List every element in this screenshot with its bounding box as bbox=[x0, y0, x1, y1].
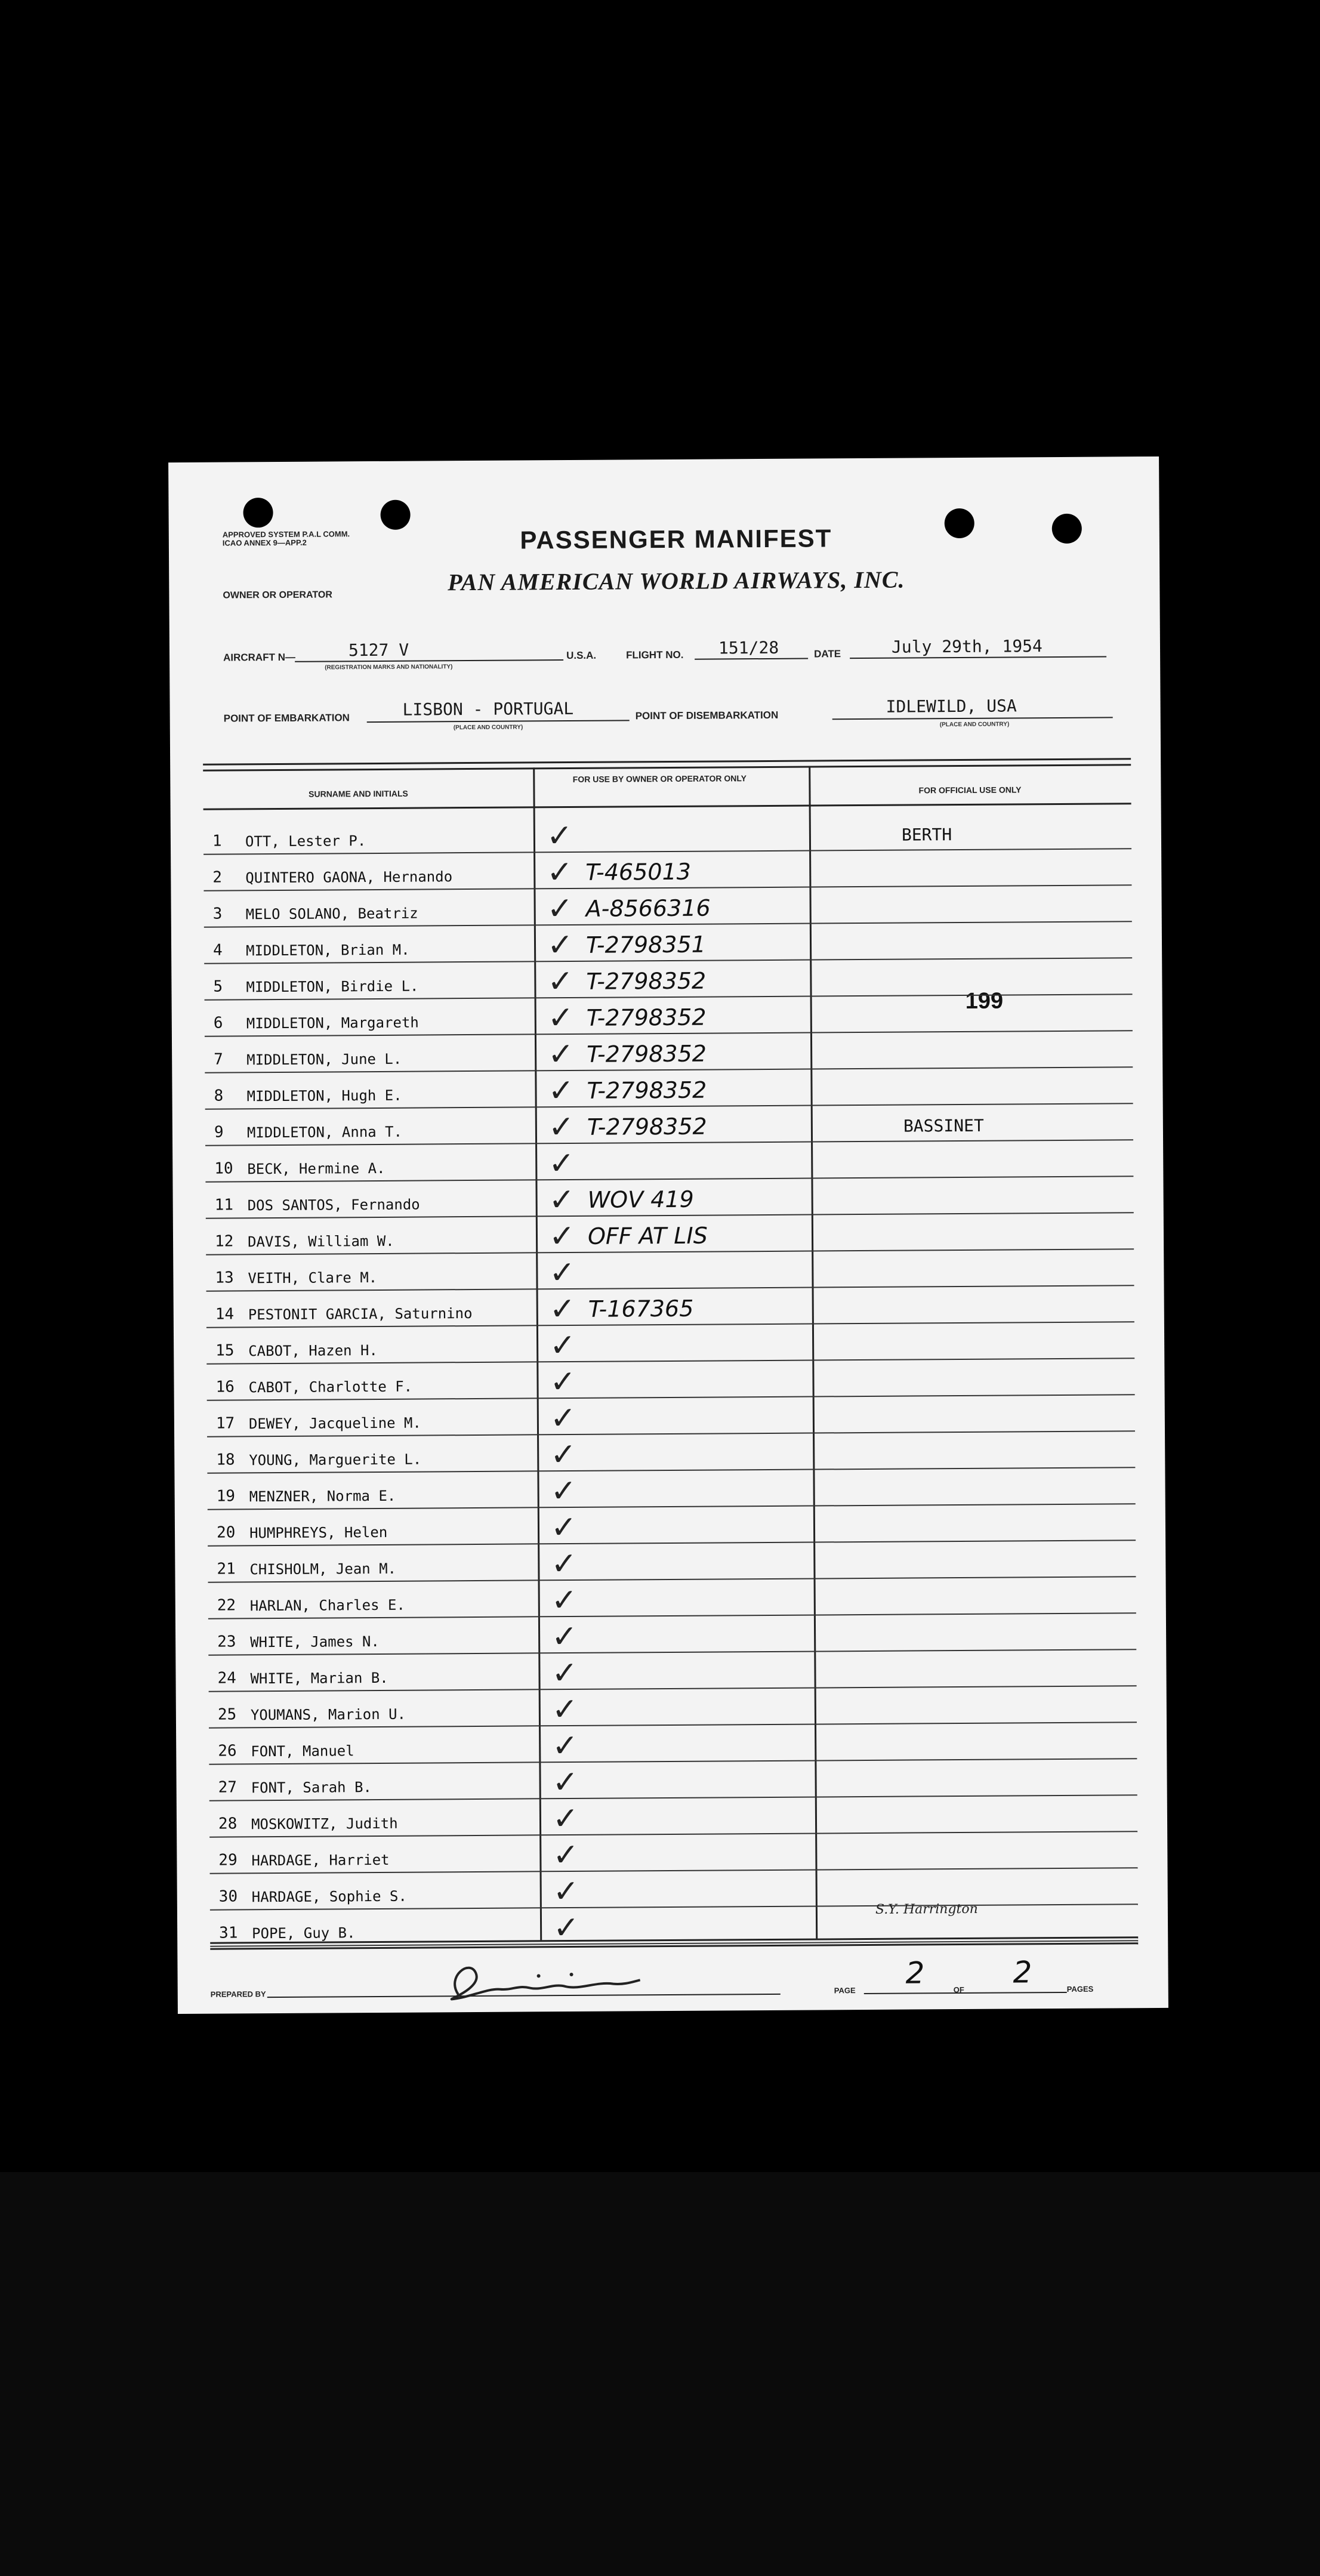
official-signature: S.Y. Harrington bbox=[875, 1901, 978, 1917]
owner-operator-label: OWNER OR OPERATOR bbox=[223, 590, 332, 601]
table-row bbox=[206, 1250, 1134, 1291]
passenger-name: MIDDLETON, Margareth bbox=[246, 1014, 419, 1032]
disembarkation-label: POINT OF DISEMBARKATION bbox=[635, 709, 779, 722]
passenger-name: DEWEY, Jacqueline M. bbox=[248, 1414, 421, 1433]
total-pages: 2 bbox=[1013, 1955, 1032, 1990]
embarkation-value: LISBON - PORTUGAL bbox=[402, 698, 574, 720]
passenger-name: POPE, Guy B. bbox=[252, 1924, 356, 1942]
date-label: DATE bbox=[813, 648, 841, 660]
official-note: BERTH bbox=[901, 825, 952, 845]
row-number: 23 bbox=[217, 1633, 236, 1651]
scan-bottom-strip bbox=[0, 2172, 1320, 2576]
row-number: 16 bbox=[215, 1378, 235, 1396]
preparer-signature bbox=[434, 1951, 649, 2006]
table-row bbox=[208, 1650, 1136, 1692]
check-mark-icon: ✓ bbox=[547, 963, 574, 1000]
embarkation-sub: (PLACE AND COUNTRY) bbox=[453, 724, 523, 732]
owner-note: T-2798352 bbox=[586, 1004, 707, 1031]
column-header-surname: SURNAME AND INITIALS bbox=[309, 788, 408, 799]
owner-note: T-2798352 bbox=[587, 1076, 707, 1104]
row-number: 31 bbox=[219, 1924, 238, 1942]
column-header-official: FOR OFFICIAL USE ONLY bbox=[918, 785, 1022, 795]
embarkation-label: POINT OF EMBARKATION bbox=[223, 712, 350, 724]
check-mark-icon: ✓ bbox=[550, 1400, 576, 1437]
owner-note: A-8566316 bbox=[585, 894, 711, 922]
column-header-owner: FOR USE BY OWNER OR OPERATOR ONLY bbox=[572, 773, 747, 784]
passenger-name: HARDAGE, Harriet bbox=[251, 1851, 390, 1869]
passenger-name: HUMPHREYS, Helen bbox=[249, 1523, 388, 1542]
row-number: 3 bbox=[212, 905, 223, 923]
row-number: 9 bbox=[214, 1123, 224, 1142]
passenger-name: OTT, Lester P. bbox=[245, 832, 366, 850]
row-number: 1 bbox=[212, 832, 222, 850]
manifest-sheet bbox=[168, 456, 1168, 2014]
table-row bbox=[205, 1177, 1133, 1218]
date-underline bbox=[850, 656, 1106, 659]
owner-note: T-465013 bbox=[585, 858, 691, 886]
owner-note: T-2798352 bbox=[587, 1113, 707, 1140]
check-mark-icon: ✓ bbox=[548, 1218, 575, 1255]
stamp-number: 199 bbox=[965, 988, 1004, 1014]
check-mark-icon: ✓ bbox=[551, 1582, 578, 1619]
check-mark-icon: ✓ bbox=[553, 1837, 579, 1874]
table-row bbox=[203, 813, 1131, 854]
check-mark-icon: ✓ bbox=[548, 1145, 575, 1182]
table-top-rule-2 bbox=[203, 764, 1131, 771]
passenger-name: MELO SOLANO, Beatriz bbox=[245, 905, 418, 923]
table-row bbox=[203, 886, 1131, 927]
row-number: 18 bbox=[216, 1451, 235, 1469]
page-title: PASSENGER MANIFEST bbox=[520, 524, 832, 554]
row-number: 24 bbox=[217, 1669, 236, 1687]
table-row bbox=[209, 1796, 1137, 1837]
embarkation-underline bbox=[367, 720, 630, 723]
flight-label: FLIGHT NO. bbox=[626, 649, 684, 661]
passenger-name: WHITE, Marian B. bbox=[250, 1669, 388, 1687]
passenger-name: HARDAGE, Sophie S. bbox=[251, 1887, 407, 1906]
check-mark-icon: ✓ bbox=[551, 1691, 578, 1728]
passenger-name: MIDDLETON, Birdie L. bbox=[246, 977, 419, 996]
passenger-name: MIDDLETON, Anna T. bbox=[246, 1123, 403, 1142]
check-mark-icon: ✓ bbox=[548, 1109, 575, 1146]
table-row bbox=[207, 1432, 1135, 1473]
aircraft-underline bbox=[295, 659, 563, 662]
page-underline bbox=[864, 1992, 1067, 1994]
check-mark-icon: ✓ bbox=[550, 1363, 576, 1400]
passenger-name: MIDDLETON, June L. bbox=[246, 1050, 402, 1069]
row-number: 29 bbox=[218, 1851, 238, 1869]
aircraft-label: AIRCRAFT N— bbox=[223, 651, 296, 664]
check-mark-icon: ✓ bbox=[548, 1181, 575, 1218]
passenger-name: CABOT, Hazen H. bbox=[248, 1341, 378, 1360]
disembarkation-underline bbox=[832, 717, 1113, 720]
check-mark-icon: ✓ bbox=[552, 1727, 578, 1764]
check-mark-icon: ✓ bbox=[551, 1545, 578, 1582]
passenger-name: MENZNER, Norma E. bbox=[249, 1487, 396, 1506]
row-number: 26 bbox=[218, 1742, 237, 1760]
aircraft-sub: (REGISTRATION MARKS AND NATIONALITY) bbox=[325, 664, 453, 671]
prepared-by-label: PREPARED BY bbox=[210, 1989, 266, 1999]
check-mark-icon: ✓ bbox=[550, 1473, 577, 1510]
passenger-name: YOUNG, Marguerite L. bbox=[249, 1451, 422, 1469]
date-value: July 29th, 1954 bbox=[891, 636, 1043, 657]
row-number: 19 bbox=[216, 1487, 236, 1506]
row-number: 10 bbox=[214, 1159, 233, 1178]
check-mark-icon: ✓ bbox=[548, 1072, 575, 1109]
check-mark-icon: ✓ bbox=[552, 1764, 579, 1801]
passenger-name: CABOT, Charlotte F. bbox=[248, 1378, 413, 1396]
row-number: 12 bbox=[214, 1232, 234, 1251]
row-number: 25 bbox=[217, 1705, 237, 1724]
table-row bbox=[209, 1723, 1137, 1764]
table-row bbox=[205, 1104, 1133, 1146]
passenger-name: MOSKOWITZ, Judith bbox=[251, 1815, 398, 1833]
row-number: 20 bbox=[216, 1523, 236, 1542]
row-number: 4 bbox=[212, 941, 223, 960]
of-label: OF bbox=[953, 1985, 964, 1995]
check-mark-icon: ✓ bbox=[547, 999, 574, 1036]
owner-note: T-2798351 bbox=[585, 931, 706, 958]
punch-hole bbox=[243, 498, 273, 527]
disembarkation-value: IDLEWILD, USA bbox=[886, 696, 1017, 717]
table-row bbox=[203, 849, 1131, 891]
check-mark-icon: ✓ bbox=[553, 1873, 579, 1910]
check-mark-icon: ✓ bbox=[551, 1655, 578, 1692]
table-row bbox=[209, 1686, 1137, 1728]
table-row bbox=[206, 1359, 1134, 1400]
table-row bbox=[209, 1759, 1137, 1801]
table-row bbox=[205, 1031, 1133, 1073]
table-row bbox=[207, 1395, 1135, 1437]
flight-value: 151/28 bbox=[718, 637, 779, 658]
table-row bbox=[209, 1832, 1137, 1874]
airline-name: PAN AMERICAN WORLD AIRWAYS, INC. bbox=[448, 566, 905, 596]
table-row bbox=[205, 1140, 1133, 1182]
owner-note: WOV 419 bbox=[587, 1186, 694, 1213]
check-mark-icon: ✓ bbox=[547, 1036, 574, 1073]
table-row bbox=[206, 1286, 1134, 1328]
punch-hole bbox=[945, 508, 974, 538]
passenger-name: BECK, Hermine A. bbox=[247, 1159, 385, 1178]
check-mark-icon: ✓ bbox=[549, 1327, 576, 1364]
punch-hole bbox=[1052, 514, 1082, 544]
passenger-name: WHITE, James N. bbox=[250, 1633, 380, 1651]
table-row bbox=[205, 1068, 1133, 1109]
passenger-name: FONT, Manuel bbox=[251, 1742, 354, 1760]
flight-underline bbox=[695, 658, 808, 660]
page-label: PAGE bbox=[834, 1986, 856, 1995]
passenger-name: CHISHOLM, Jean M. bbox=[249, 1560, 397, 1578]
passenger-name: MIDDLETON, Hugh E. bbox=[246, 1087, 402, 1105]
passenger-name: YOUMANS, Marion U. bbox=[250, 1705, 406, 1724]
table-row bbox=[208, 1541, 1136, 1582]
table-row bbox=[208, 1504, 1136, 1546]
aircraft-value: 5127 V bbox=[348, 640, 409, 661]
passenger-name: HARLAN, Charles E. bbox=[249, 1596, 405, 1615]
table-row bbox=[206, 1213, 1134, 1255]
row-number: 7 bbox=[214, 1050, 223, 1069]
table-row bbox=[210, 1868, 1138, 1910]
row-number: 5 bbox=[213, 977, 223, 996]
owner-note: T-2798352 bbox=[586, 967, 707, 995]
page-number: 2 bbox=[905, 1955, 925, 1991]
pages-label: PAGES bbox=[1066, 1984, 1094, 1994]
owner-note: T-2798352 bbox=[587, 1040, 707, 1068]
check-mark-icon: ✓ bbox=[550, 1436, 577, 1473]
row-number: 17 bbox=[215, 1414, 235, 1433]
row-number: 2 bbox=[212, 868, 223, 887]
table-row bbox=[204, 922, 1132, 964]
passenger-name: DAVIS, William W. bbox=[247, 1232, 394, 1251]
passenger-name: MIDDLETON, Brian M. bbox=[245, 941, 410, 960]
check-mark-icon: ✓ bbox=[547, 854, 573, 891]
table-row bbox=[207, 1468, 1135, 1510]
row-number: 14 bbox=[215, 1305, 235, 1324]
row-number: 27 bbox=[218, 1778, 238, 1797]
disembarkation-sub: (PLACE AND COUNTRY) bbox=[939, 721, 1010, 729]
punch-hole bbox=[380, 500, 410, 530]
table-row bbox=[208, 1577, 1136, 1619]
table-row bbox=[204, 958, 1132, 1000]
row-number: 6 bbox=[213, 1014, 223, 1032]
passenger-name: QUINTERO GAONA, Hernando bbox=[245, 868, 453, 887]
passenger-name: VEITH, Clare M. bbox=[248, 1269, 378, 1287]
passenger-name: FONT, Sarah B. bbox=[251, 1779, 372, 1797]
table-row bbox=[206, 1322, 1134, 1364]
check-mark-icon: ✓ bbox=[551, 1618, 578, 1655]
row-number: 21 bbox=[217, 1560, 236, 1578]
row-number: 22 bbox=[217, 1596, 236, 1615]
check-mark-icon: ✓ bbox=[550, 1509, 577, 1546]
row-number: 30 bbox=[218, 1887, 238, 1906]
check-mark-icon: ✓ bbox=[547, 890, 573, 927]
owner-note: OFF AT LIS bbox=[587, 1222, 708, 1250]
table-row bbox=[208, 1614, 1136, 1655]
check-mark-icon: ✓ bbox=[552, 1800, 579, 1837]
row-number: 15 bbox=[215, 1341, 235, 1360]
check-mark-icon: ✓ bbox=[549, 1254, 576, 1291]
official-note: BASSINET bbox=[903, 1115, 984, 1136]
row-number: 8 bbox=[214, 1087, 224, 1105]
check-mark-icon: ✓ bbox=[549, 1291, 576, 1328]
row-number: 28 bbox=[218, 1815, 238, 1833]
owner-note: T-167365 bbox=[588, 1295, 694, 1322]
passenger-name: DOS SANTOS, Fernando bbox=[247, 1196, 420, 1214]
check-mark-icon: ✓ bbox=[547, 927, 573, 964]
check-mark-icon: ✓ bbox=[546, 817, 573, 854]
header-rule bbox=[203, 803, 1131, 810]
table-row bbox=[205, 995, 1133, 1036]
passenger-name: PESTONIT GARCIA, Saturnino bbox=[248, 1305, 473, 1324]
row-number: 13 bbox=[215, 1269, 234, 1287]
approval-note: APPROVED SYSTEM P.A.L COMM. ICAO ANNEX 9—APP.2 bbox=[222, 529, 350, 548]
row-number: 11 bbox=[214, 1196, 234, 1214]
check-mark-icon: ✓ bbox=[553, 1909, 579, 1946]
nationality-label: U.S.A. bbox=[566, 649, 597, 662]
